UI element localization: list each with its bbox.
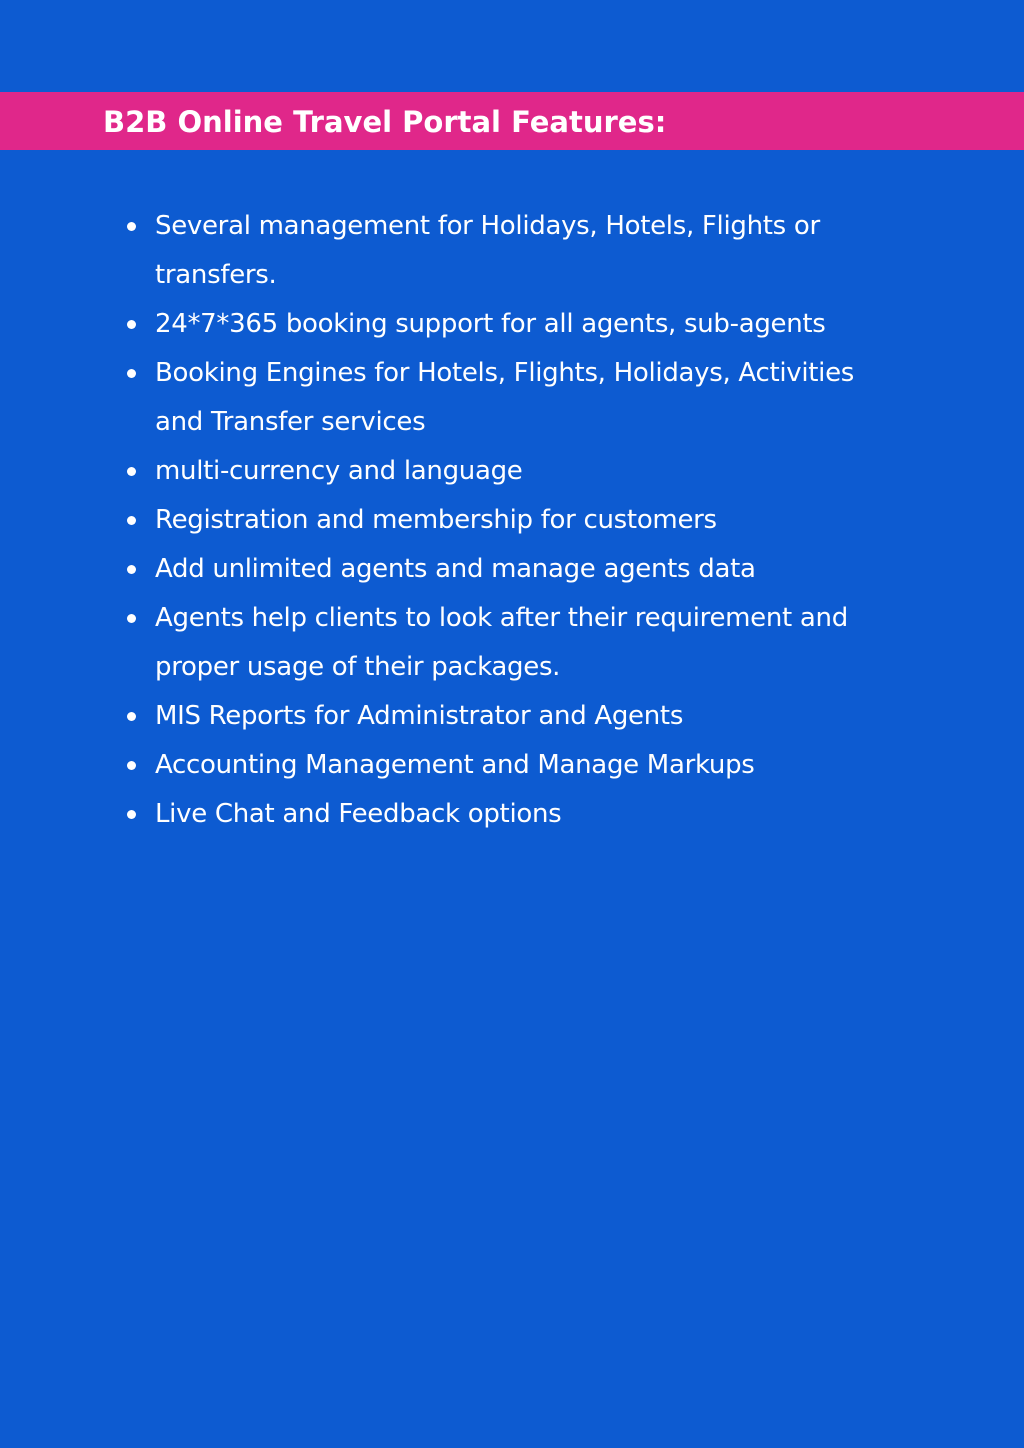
list-item bbox=[126, 349, 906, 447]
list-item bbox=[126, 447, 906, 496]
bullet-icon bbox=[127, 712, 136, 721]
bullet-icon bbox=[127, 369, 136, 378]
list-item bbox=[126, 496, 906, 545]
bullet-icon bbox=[127, 614, 136, 623]
feature-text: Several management for Holidays, Hotels, Flights or transfers. bbox=[155, 211, 820, 290]
feature-text: Agents help clients to look after their requirement and proper usage of their packages. bbox=[155, 603, 848, 682]
list-item bbox=[126, 790, 906, 839]
list-item bbox=[126, 300, 906, 349]
feature-list bbox=[126, 202, 906, 839]
bullet-icon bbox=[127, 516, 136, 525]
bullet-icon bbox=[127, 467, 136, 476]
feature-text: Accounting Management and Manage Markups bbox=[155, 750, 755, 780]
bullet-icon bbox=[127, 761, 136, 770]
list-item bbox=[126, 202, 906, 300]
list-item bbox=[126, 741, 906, 790]
feature-text: Registration and membership for customers bbox=[155, 505, 717, 535]
list-item bbox=[126, 545, 906, 594]
feature-text: 24*7*365 booking support for all agents, sub-agents bbox=[155, 309, 826, 339]
feature-text: Live Chat and Feedback options bbox=[155, 799, 562, 829]
header-band bbox=[0, 92, 1024, 150]
page-title: B2B Online Travel Portal Features: bbox=[103, 105, 667, 139]
list-item bbox=[126, 692, 906, 741]
bullet-icon bbox=[127, 565, 136, 574]
feature-text: multi-currency and language bbox=[155, 456, 523, 486]
feature-text: Add unlimited agents and manage agents data bbox=[155, 554, 756, 584]
bullet-icon bbox=[127, 320, 136, 329]
bullet-icon bbox=[127, 222, 136, 231]
feature-text: Booking Engines for Hotels, Flights, Holidays, Activities and Transfer services bbox=[155, 358, 855, 437]
bullet-icon bbox=[127, 810, 136, 819]
list-item bbox=[126, 594, 906, 692]
feature-text: MIS Reports for Administrator and Agents bbox=[155, 701, 684, 731]
